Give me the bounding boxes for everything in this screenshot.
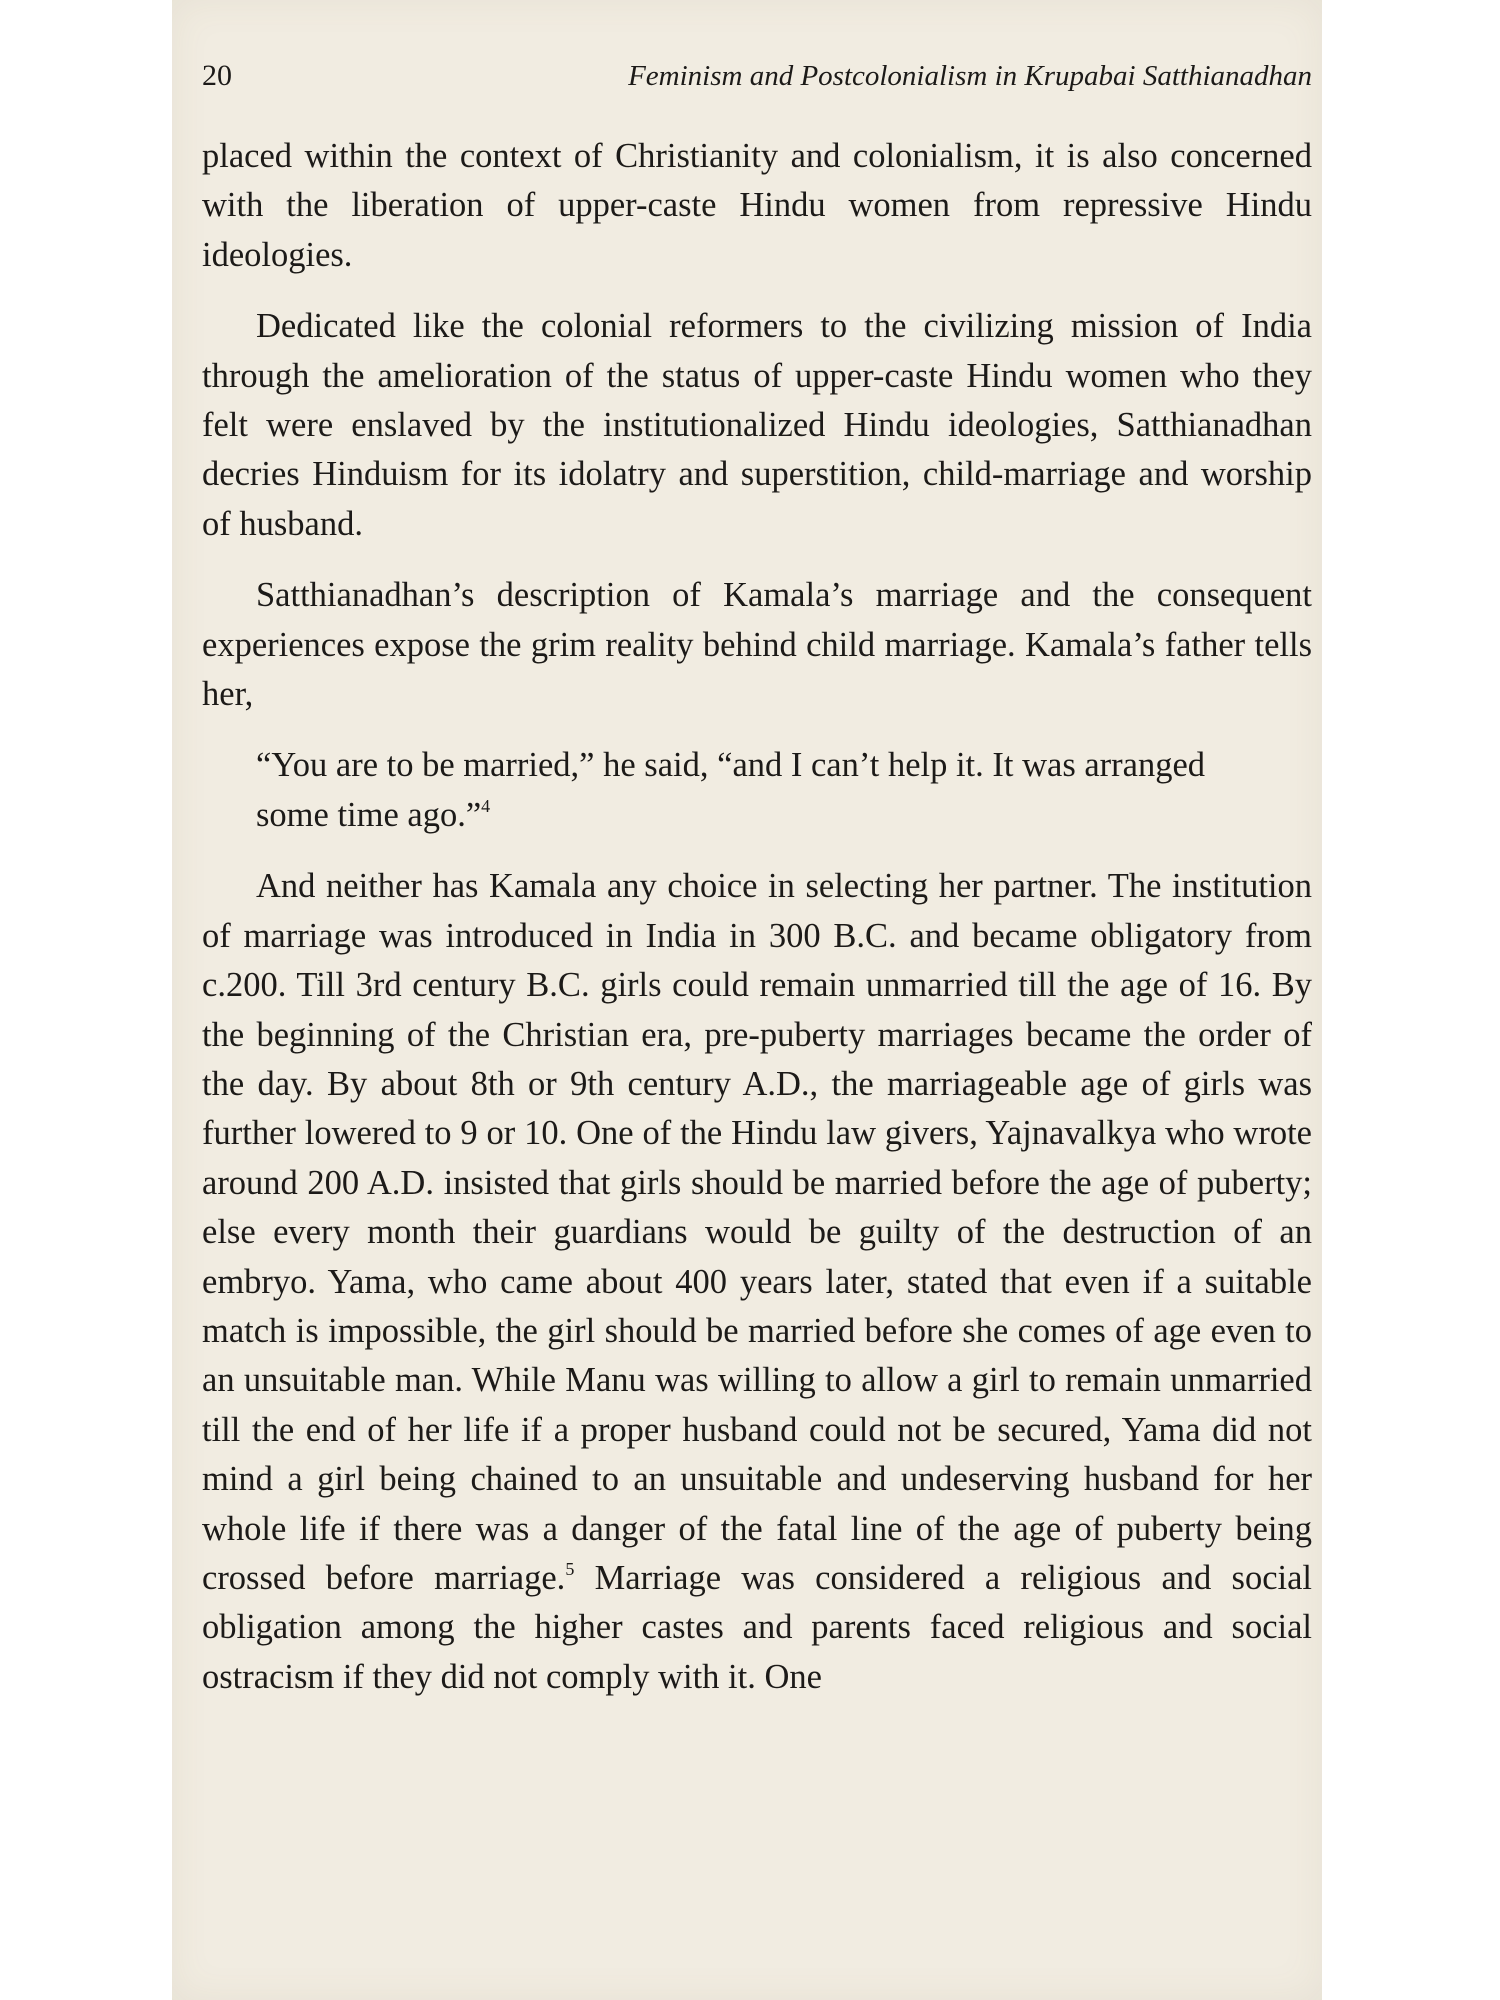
book-page — [172, 0, 1322, 2000]
footnote-marker-4: 4 — [481, 795, 491, 816]
running-title: Feminism and Postcolonialism in Krupabai Satthianadhan — [628, 60, 1312, 92]
paragraph-kamala-choice — [202, 862, 1312, 1702]
page-number: 20 — [202, 59, 232, 92]
paragraph-text-part1: And neither has Kamala any choice in selecting her partner. The institution of marriage was introduced in India in 300 B.C. and became obligatory from c.200. Till 3rd century B.C. girls could remain unmarried till the age of 16. By the beginning of the Christian era, pre-puberty marriages became the order of the day. By about 8th or 9th century A.D., the marriageable age of girls was further lowered to 9 or 10. One of the Hindu law givers, Yajnavalkya who wrote around 200 A.D. insisted that girls should be married before the age of puberty; else every month their guardians would be guilty of the destruction of an embryo. Yama, who came about 400 years later, stated that even if a suitable match is impossible, the girl should be married before she comes of age even to an unsuitable man. While Manu was willing to allow a girl to remain unmarried till the end of her life if a proper husband could not be secured, Yama did not mind a girl being chained to an unsuitable and undeserving husband for her whole life if there was a danger of the fatal line of the age of puberty being crossed before marriage. — [202, 867, 1312, 1597]
block-quote — [256, 741, 1256, 840]
footnote-marker-5: 5 — [565, 1558, 575, 1579]
paragraph-continuation: placed within the context of Christianity and colonialism, it is also concerned with the liberation of upper-caste Hindu women from repressive Hindu ideologies. — [202, 137, 1312, 274]
body-text — [202, 132, 1312, 1702]
paragraph-satthianadhan-description: Satthianadhan’s description of Kamala’s marriage and the consequent experiences expose the grim reality behind child marriage. Kamala’s father tells her, — [202, 576, 1312, 714]
paragraph-dedicated: Dedicated like the colonial reformers to the civilizing mission of India through the amelioration of the status of upper-caste Hindu women who they felt were enslaved by the institutionalized Hindu ideologies, Satthianadhan decries Hinduism for its idolatry and superstition, child-marriage and worship of husband. — [202, 307, 1312, 543]
paragraph-text-part2: Marriage was considered a religious and social obligation among the higher castes and parents faced religious and social ostracism if they did not comply with it. One — [202, 1558, 1312, 1696]
quote-text: “You are to be married,” he said, “and I can’t help it. It was arranged some time ago.” — [256, 746, 1206, 834]
page-header — [202, 56, 1312, 96]
